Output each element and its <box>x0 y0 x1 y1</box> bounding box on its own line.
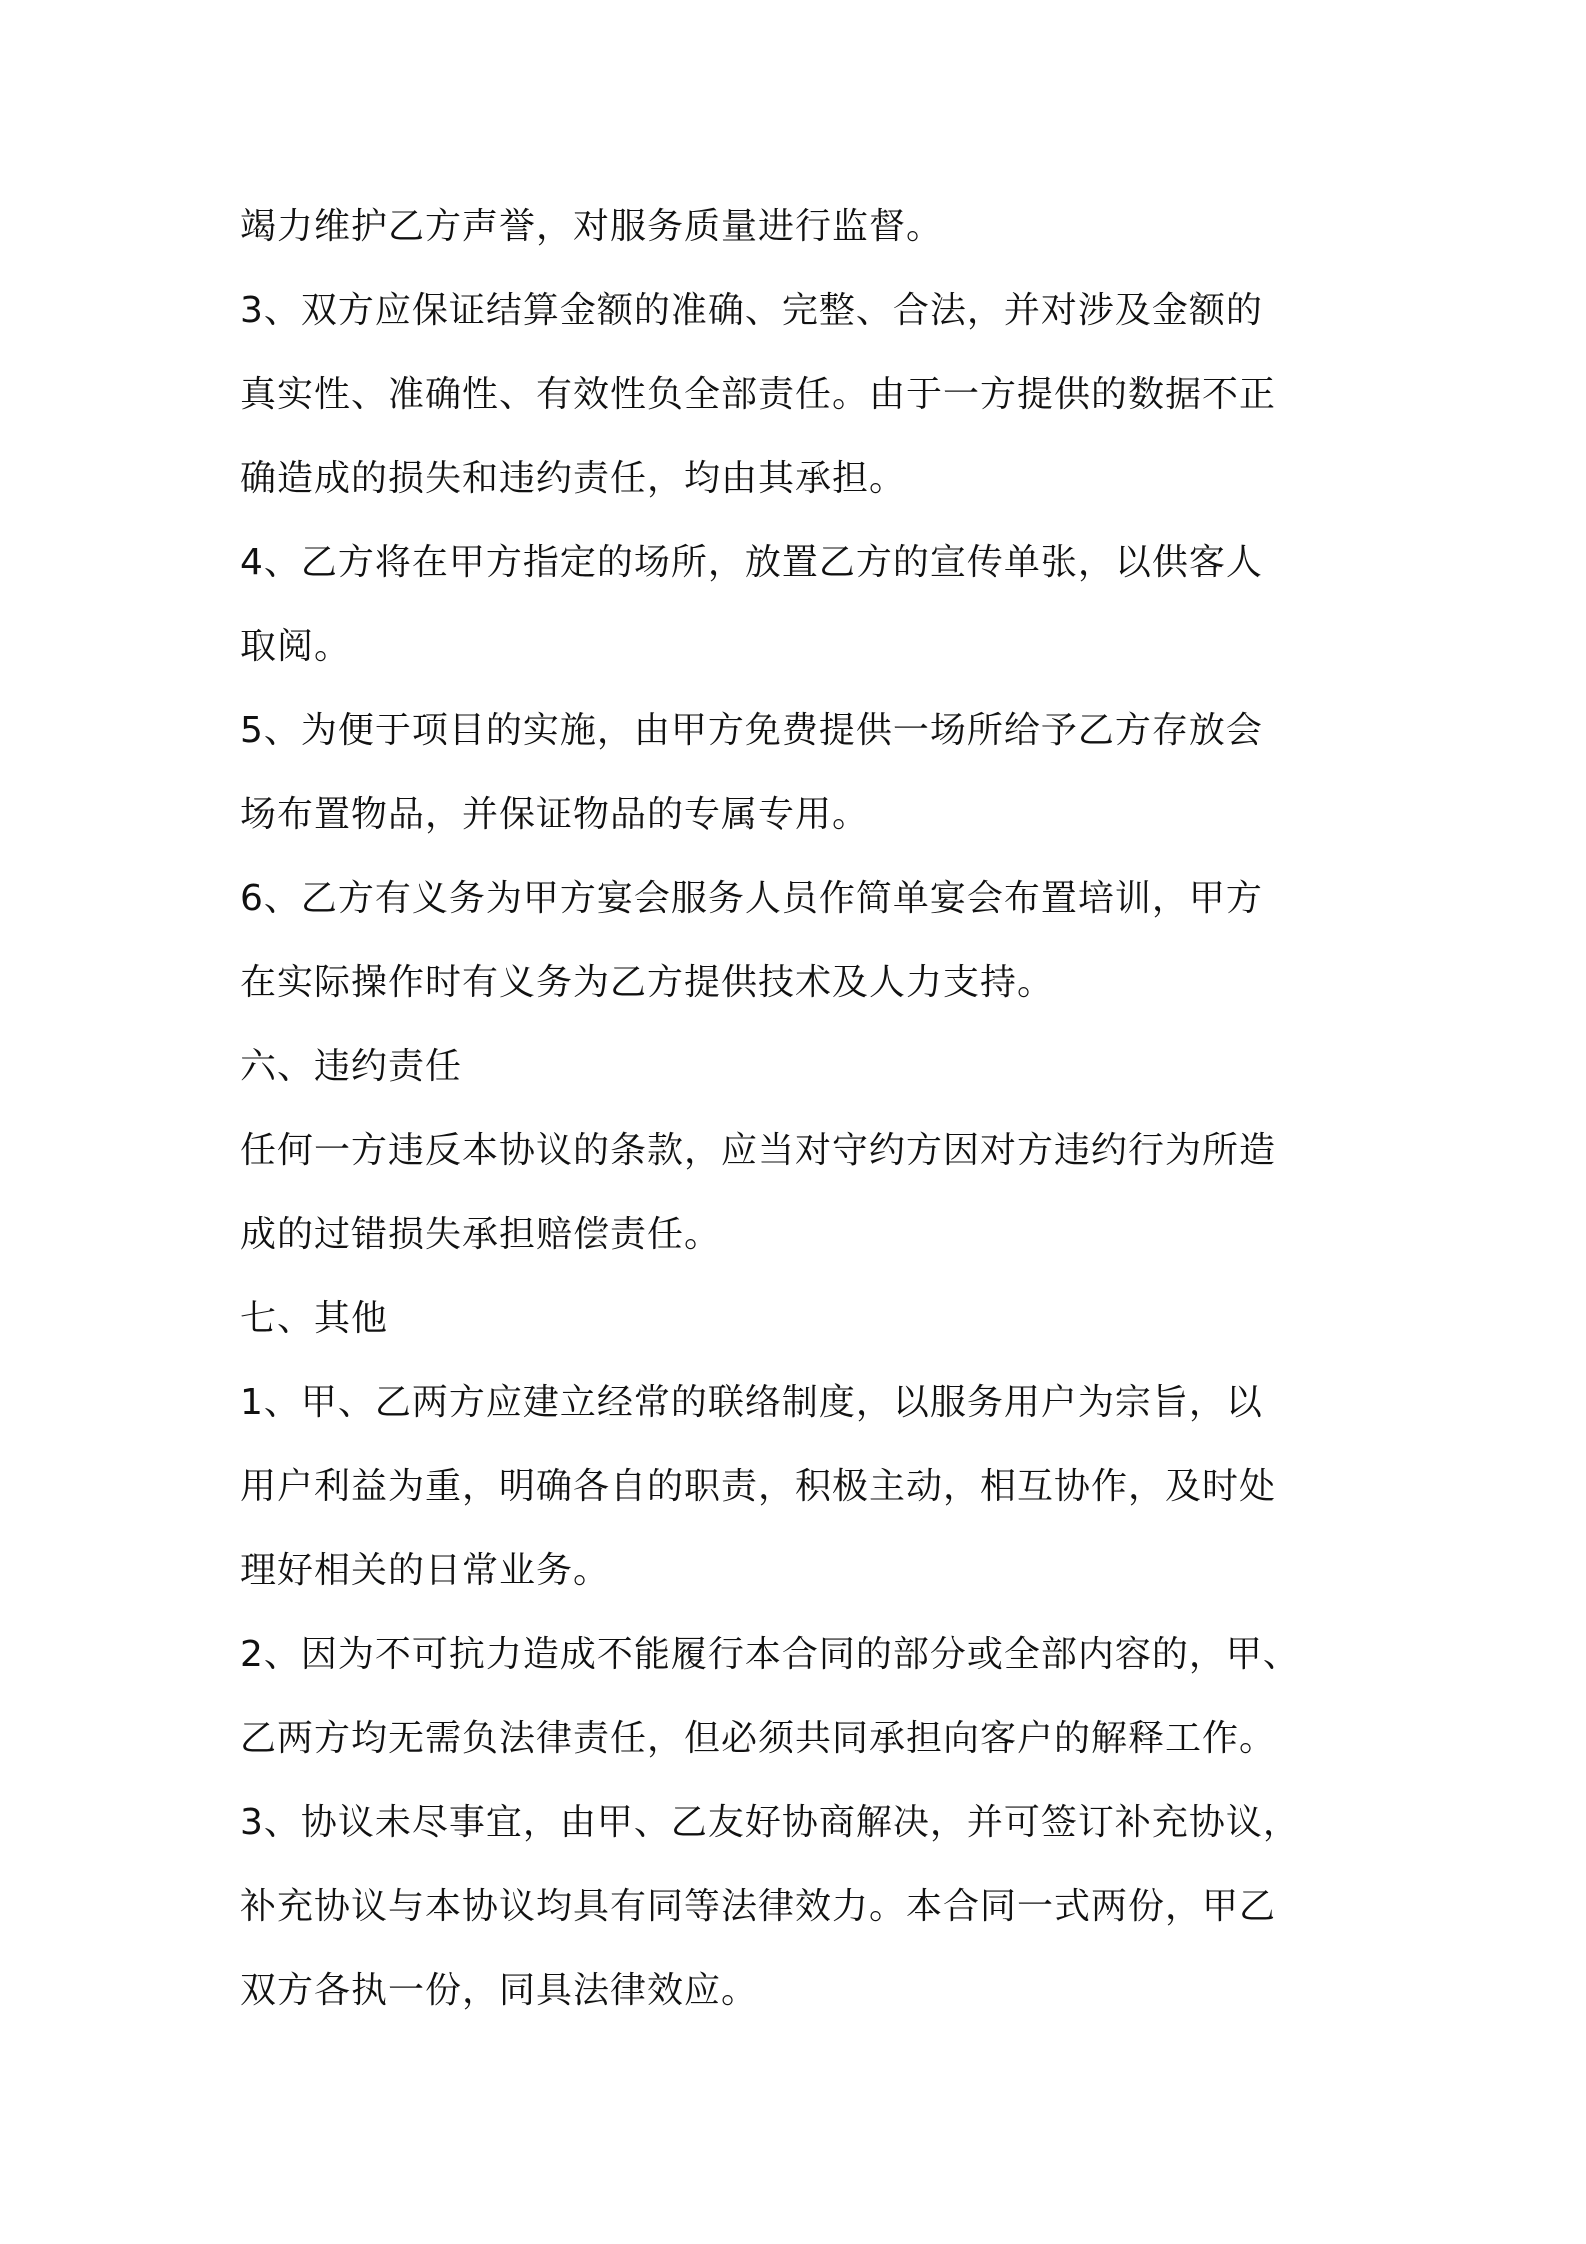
text-line: 竭力维护乙方声誉，对服务质量进行监督。 <box>240 206 944 247</box>
text-line: 确造成的损失和违约责任，均由其承担。 <box>240 458 907 499</box>
text-line: 任何一方违反本协议的条款，应当对守约方因对方违约行为所造 <box>240 1130 1277 1171</box>
text-line: 5、为便于项目的实施，由甲方免费提供一场所给予乙方存放会 <box>240 710 1263 751</box>
section-heading: 七、其他 <box>240 1298 389 1339</box>
text-line: 补充协议与本协议均具有同等法律效力。本合同一式两份，甲乙 <box>240 1886 1277 1927</box>
text-line: 6、乙方有义务为甲方宴会服务人员作简单宴会布置培训，甲方 <box>240 878 1263 919</box>
text-line: 真实性、准确性、有效性负全部责任。由于一方提供的数据不正 <box>240 374 1277 415</box>
text-line: 3、协议未尽事宜，由甲、乙友好协商解决，并可签订补充协议， <box>240 1802 1300 1843</box>
section-heading: 六、违约责任 <box>240 1046 463 1087</box>
text-line: 取阅。 <box>240 626 352 667</box>
text-line: 理好相关的日常业务。 <box>240 1550 611 1591</box>
text-line: 用户利益为重，明确各自的职责，积极主动，相互协作，及时处 <box>240 1466 1277 1507</box>
text-line: 3、双方应保证结算金额的准确、完整、合法，并对涉及金额的 <box>240 290 1263 331</box>
text-line: 场布置物品，并保证物品的专属专用。 <box>240 794 870 835</box>
text-line: 乙两方均无需负法律责任，但必须共同承担向客户的解释工作。 <box>240 1718 1277 1759</box>
text-line: 双方各执一份，同具法律效应。 <box>240 1970 759 2011</box>
text-line: 在实际操作时有义务为乙方提供技术及人力支持。 <box>240 962 1055 1003</box>
text-line: 成的过错损失承担赔偿责任。 <box>240 1214 722 1255</box>
text-line: 4、乙方将在甲方指定的场所，放置乙方的宣传单张，以供客人 <box>240 542 1263 583</box>
text-line: 2、因为不可抗力造成不能履行本合同的部分或全部内容的，甲、 <box>240 1634 1300 1675</box>
document-body <box>240 185 1360 2033</box>
text-line: 1、甲、乙两方应建立经常的联络制度，以服务用户为宗旨，以 <box>240 1382 1263 1423</box>
